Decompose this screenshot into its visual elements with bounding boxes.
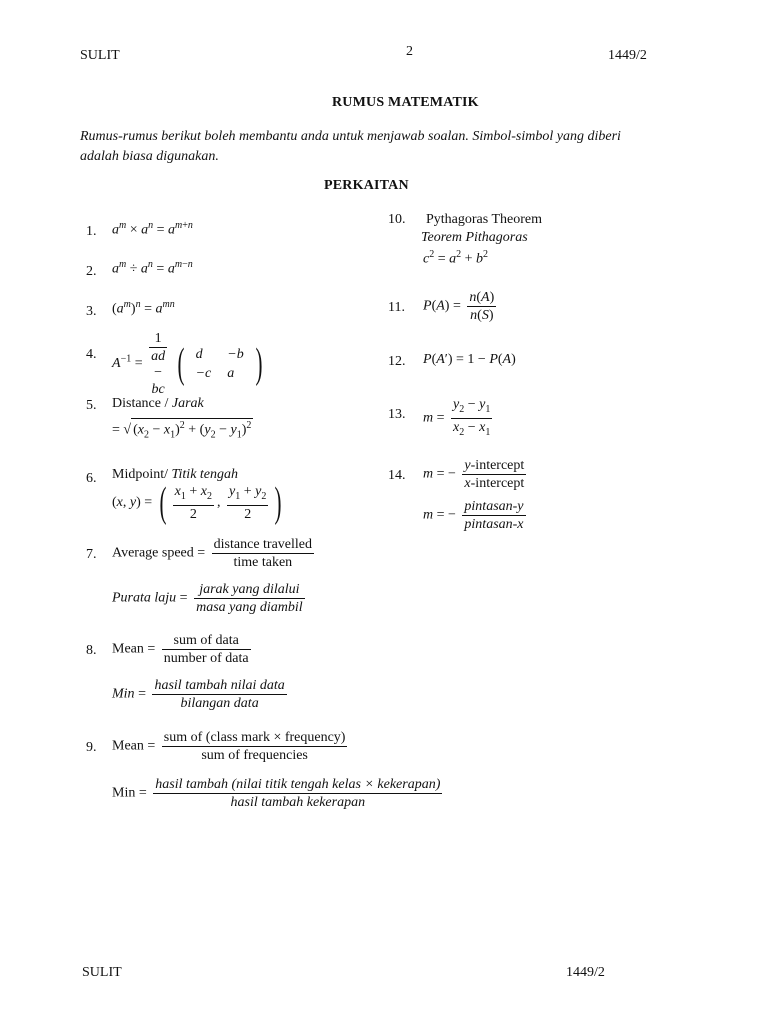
formula-12: P(A′) = 1 − P(A) [423, 352, 516, 367]
formula-8a: Mean = $\frac{\text{sum of data}}{\text{number of data}}$ [112, 633, 249, 666]
pythagoras-label-ms: Teorem Pithagoras [421, 230, 528, 245]
pintasan-y-label: pintasan-y [464, 499, 524, 514]
mean-numerator: sum of data [162, 632, 251, 650]
formula-6: (x, y) = ( $\frac{x_1 + x_2}{2}$ , $\frac{y_1 + y_2}{2}$ ) [112, 480, 282, 526]
item-5-label-en: Distance / [112, 396, 172, 411]
formula-14a: m = − $\frac{\text{y-intercept}}{\text{x-intercept}}$ [423, 458, 525, 491]
purata-laju-label: Purata laju [112, 590, 177, 606]
formula-2: $a^m \div a^n = a^{m-n}$ [112, 259, 193, 277]
min-denominator: bilangan data [180, 696, 259, 711]
average-speed-label: Average speed [112, 545, 194, 561]
item-5-label [112, 396, 204, 412]
item-6-label [112, 467, 238, 483]
formula-1: $a^m \times a^n = a^{m+n}$ [112, 220, 193, 238]
item-8-number: 8. [86, 643, 97, 658]
formula-9a: Mean = $\frac{\text{sum of (class mark × frequency)}}{\text{sum of frequencies}}$ [112, 730, 346, 763]
formula-8b: Min = $\frac{\text{hasil tambah nilai data}}{\text{bilangan data}}$ [112, 678, 285, 711]
item-6-label-ms: Titik tengah [171, 467, 239, 482]
mean-grouped-numerator: sum of (class mark × frequency) [163, 730, 346, 745]
mean-grouped-denominator: sum of frequencies [201, 748, 308, 763]
purata-laju-denominator: masa yang diambil [196, 600, 303, 615]
item-6-label-en: Midpoint/ [112, 467, 172, 482]
min-grouped-denominator: hasil tambah kekerapan [230, 795, 366, 810]
formula-7b: Purata laju = $\frac{\text{jarak yang dilalui}}{\text{masa yang diambil}}$ [112, 582, 303, 615]
page-number: 2 [406, 44, 413, 59]
formula-5: = √ $(x_2 - x_1)^2 + (y_2 - y_1)^2$ [112, 420, 252, 441]
formula-13: m = $\frac{y_2 - y_1}{x_2 - x_1}$ [423, 397, 491, 438]
x-intercept-label: -intercept [470, 476, 525, 491]
item-10-number: 10. [388, 212, 406, 227]
formula-4: $A^{-1}$ = 1 ad − bc ( d −b −c a ) [112, 331, 263, 397]
footer-right: 1449/2 [566, 965, 605, 980]
mean-grouped-label: Mean [112, 738, 144, 754]
item-7-number: 7. [86, 547, 97, 562]
min-grouped-label: Min [112, 785, 136, 801]
average-speed-denominator: time taken [233, 555, 293, 570]
item-12-number: 12. [388, 354, 406, 369]
item-11-number: 11. [388, 300, 405, 315]
min-grouped-numerator: hasil tambah (nilai titik tengah kelas × kekerapan) [155, 777, 441, 792]
item-4-number: 4. [86, 347, 97, 362]
min-label: Min [112, 686, 135, 702]
formula-9b: Min = $\frac{\text{hasil tambah (nilai titik tengah kelas × kekerapan)}}{\text{hasil tambah kekerapan}}$ [112, 777, 441, 810]
page-title: RUMUS MATEMATIK [332, 95, 479, 110]
mean-label: Mean [112, 641, 144, 657]
formula-11: P(A) = $\frac{n(A)}{n(S)}$ [423, 290, 495, 323]
item-14-number: 14. [388, 468, 406, 483]
intro-text: Rumus-rumus berikut boleh membantu anda untuk menjawab soalan. Simbol-simbol yang diberi adalah biasa digunakan. [80, 129, 621, 164]
section-title: PERKAITAN [324, 178, 409, 193]
header-left: SULIT [80, 48, 120, 63]
mean-denominator: number of data [163, 651, 249, 666]
pythagoras-label: Pythagoras Theorem [426, 212, 542, 227]
purata-laju-numerator: jarak yang dilalui [194, 581, 305, 599]
item-1-number: 1. [86, 224, 97, 239]
item-9-number: 9. [86, 740, 97, 755]
item-5-label-ms: Jarak [171, 396, 204, 411]
average-speed-numerator: distance travelled [213, 537, 313, 552]
item-5-number: 5. [86, 398, 97, 413]
formula-14b: m = − $\frac{\text{pintasan-y}}{\text{pintasan-x}}$ [423, 499, 524, 532]
formula-3: $(a^m)^n = a^{mn}$ [112, 299, 175, 317]
item-2-number: 2. [86, 264, 97, 279]
formula-10: $c^2 = a^2 + b^2$ [423, 249, 489, 267]
header-right: 1449/2 [608, 48, 647, 63]
min-numerator: hasil tambah nilai data [154, 678, 285, 693]
item-13-number: 13. [388, 407, 406, 422]
pintasan-x-label: pintasan-x [464, 517, 524, 532]
formula-7a: Average speed = $\frac{\text{distance travelled}}{\text{time taken}}$ [112, 537, 313, 570]
item-6-number: 6. [86, 471, 97, 486]
y-intercept-label: -intercept [470, 458, 525, 473]
footer-left: SULIT [82, 965, 122, 980]
item-3-number: 3. [86, 304, 97, 319]
